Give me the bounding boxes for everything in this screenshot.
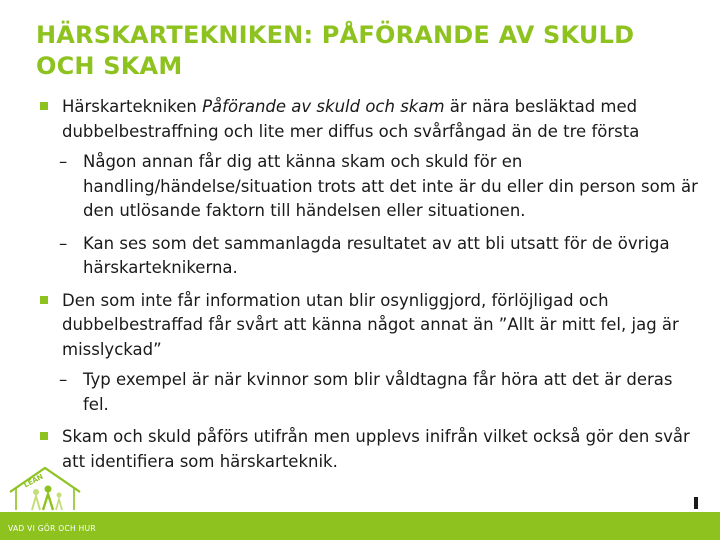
sub-bullet-marker: –	[59, 370, 68, 389]
page-indicator	[694, 497, 698, 509]
sub-bullet-1-2	[40, 232, 702, 281]
bullet-2-text: Den som inte får information utan blir osynliggjord, förlöjligad och dubbelbestraffad får svårt att känna något annat än ”Allt är mitt fel, jag är misslyckad”	[62, 290, 679, 359]
sub-bullet-2-1-text: Typ exempel är när kvinnor som blir våldtagna får höra att det är deras fel.	[83, 370, 673, 414]
logo-text: LEAN	[22, 472, 45, 490]
bullet-marker	[40, 432, 48, 440]
sub-bullet-marker: –	[59, 152, 68, 171]
sub-bullet-1-1	[40, 150, 702, 224]
bullet-1	[40, 95, 702, 144]
bullet-1-suffix: är nära besläktad med dubbelbestraffning och lite mer diffus och svårfångad än de tre första	[62, 97, 640, 141]
bullet-3	[40, 425, 702, 474]
lean-logo-icon	[6, 462, 84, 514]
bullet-marker	[40, 296, 48, 304]
footer-bar	[0, 512, 720, 540]
sub-bullet-1-1-text: Någon annan får dig att känna skam och skuld för en handling/händelse/situation trots att det inte är du eller din person som är den utlösande faktorn till händelsen eller situationen.	[83, 152, 698, 220]
sub-bullet-marker: –	[59, 233, 68, 253]
bullet-marker	[40, 102, 48, 110]
sub-bullet-1-2-text: Kan ses som det sammanlagda resultatet av att bli utsatt för de övriga härskarteknikerna.	[83, 233, 670, 277]
bullet-3-text: Skam och skuld påförs utifrån men upplevs inifrån vilket också gör den svår att identifiera som härskarteknik.	[62, 427, 690, 471]
bullet-1-prefix: Härskartekniken	[62, 97, 203, 116]
sub-bullet-2-1	[40, 368, 702, 417]
footer-text: VAD VI GÖR OCH HUR	[8, 524, 96, 533]
bullet-2	[40, 289, 702, 363]
bullet-1-text	[62, 97, 639, 141]
bullet-1-emphasis: Påförande av skuld och skam	[202, 97, 445, 116]
slide-title: HÄRSKARTEKNIKEN: PÅFÖRANDE AV SKULD OCH SKAM	[36, 21, 635, 80]
slide-content	[40, 95, 702, 480]
